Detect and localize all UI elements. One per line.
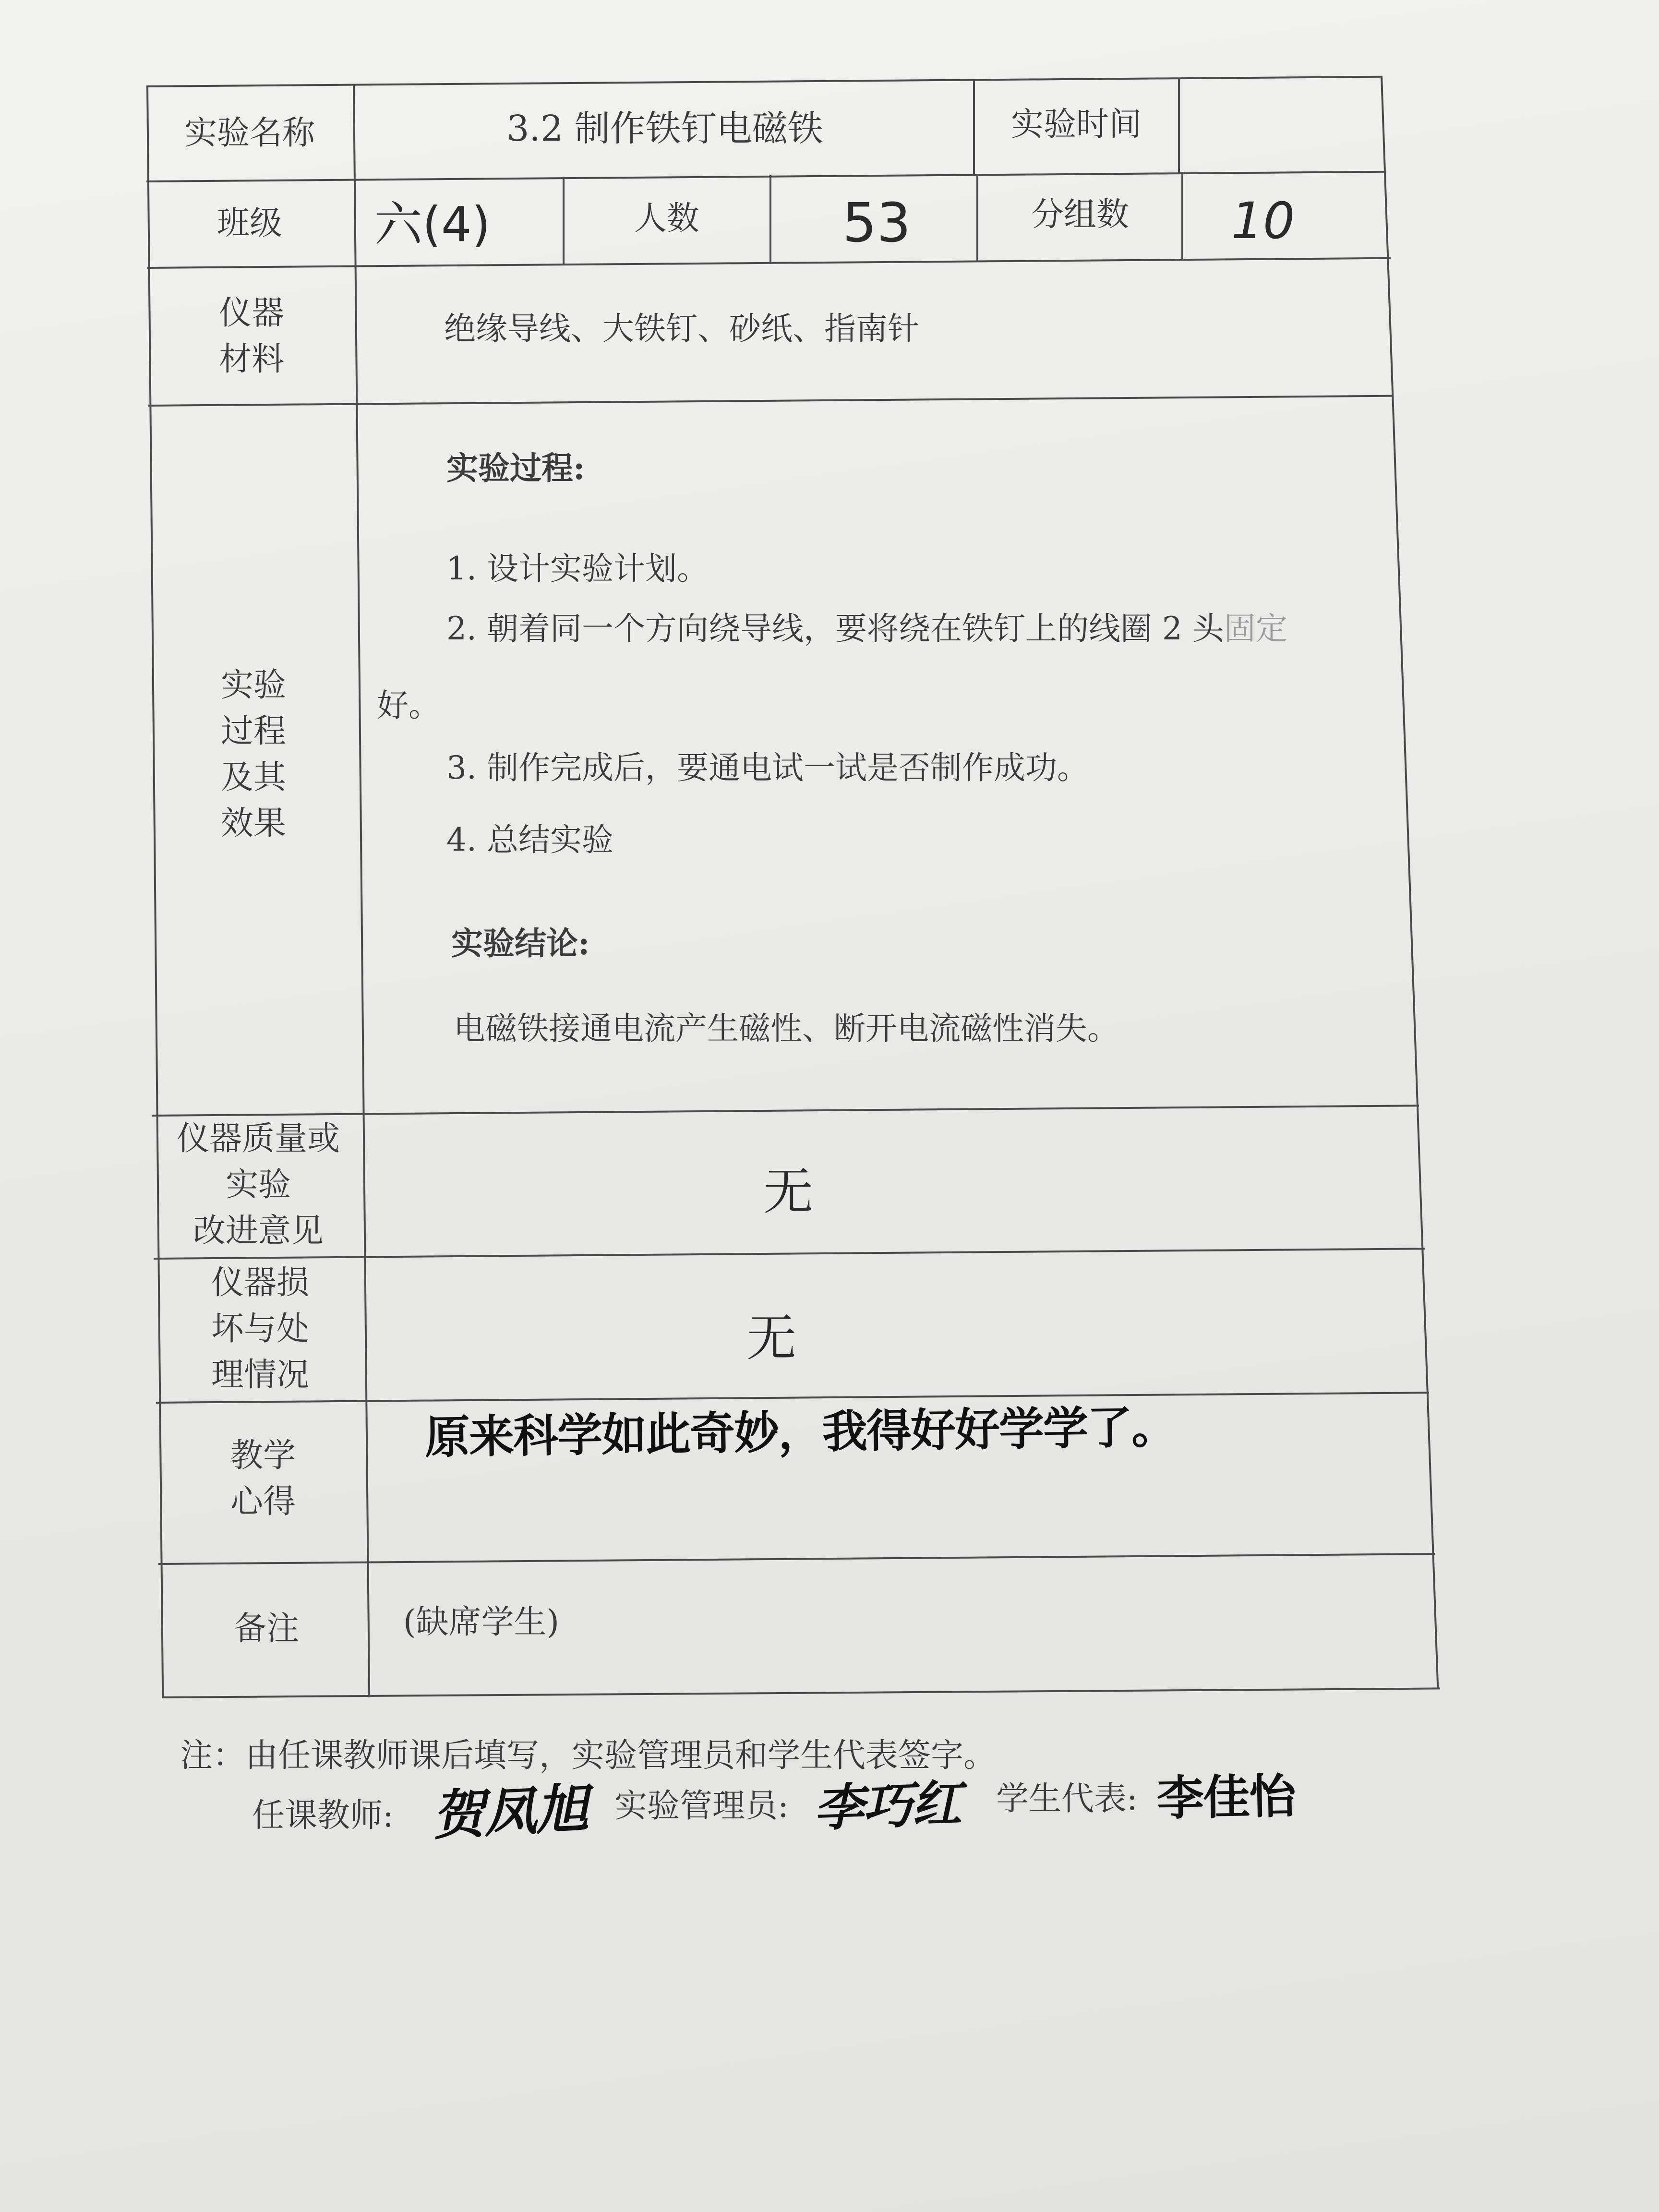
admin-signature: 李巧红 bbox=[812, 1774, 962, 1838]
remarks-label: 备注 bbox=[233, 1610, 299, 1647]
row-line-3 bbox=[148, 395, 1394, 407]
process-step-2 bbox=[446, 607, 1287, 650]
student-rep-signature: 李佳怡 bbox=[1156, 1769, 1296, 1827]
group-count-label: 分组数 bbox=[1031, 196, 1129, 234]
row-line-2 bbox=[147, 257, 1391, 269]
class-label: 班级 bbox=[216, 204, 282, 242]
row-line-1 bbox=[146, 171, 1386, 182]
teaching-reflection-label: 教学 心得 bbox=[230, 1437, 296, 1521]
teaching-reflection-value: 原来科学如此奇妙，我得好好学学了。 bbox=[424, 1401, 1176, 1464]
row-line-4 bbox=[152, 1105, 1419, 1117]
process-step-2-cont: 好。 bbox=[377, 687, 440, 724]
process-step-1: 1. 设计实验计划。 bbox=[446, 550, 709, 587]
student-count-value: 53 bbox=[842, 192, 911, 254]
student-rep-label: 学生代表: bbox=[996, 1780, 1138, 1818]
row-line-top bbox=[146, 76, 1382, 87]
experiment-time-label: 实验时间 bbox=[1010, 106, 1142, 144]
col-line-r2-b bbox=[769, 175, 771, 263]
materials-value: 绝缘导线、大铁钉、砂纸、指南针 bbox=[444, 310, 919, 347]
col-line-r2-d bbox=[1181, 172, 1183, 259]
group-count-value: 10 bbox=[1231, 192, 1295, 250]
admin-label: 实验管理员: bbox=[614, 1787, 789, 1825]
class-value: 六(4) bbox=[374, 196, 491, 252]
col-line-r1-a bbox=[973, 80, 975, 176]
process-step-4: 4. 总结实验 bbox=[446, 821, 613, 858]
experiment-name-label: 实验名称 bbox=[184, 114, 315, 152]
teacher-label: 任课教师: bbox=[252, 1797, 394, 1835]
col-line-r1-b bbox=[1178, 78, 1180, 174]
process-step-2-faded: 固定 bbox=[1224, 610, 1287, 647]
conclusion-text: 电磁铁接通电流产生磁性、断开电流磁性消失。 bbox=[454, 1010, 1119, 1047]
damage-label: 仪器损 坏与处 理情况 bbox=[211, 1264, 309, 1394]
footer-note: 注：由任课教师课后填写，实验管理员和学生代表签字。 bbox=[180, 1737, 997, 1775]
process-label: 实验 过程 及其 效果 bbox=[220, 666, 286, 842]
process-step-2-main: 2. 朝着同一个方向绕导线，要将绕在铁钉上的线圈 2 头 bbox=[446, 610, 1224, 647]
col-line-right bbox=[1381, 76, 1439, 1688]
remarks-value: (缺席学生) bbox=[403, 1603, 560, 1641]
process-heading: 实验过程: bbox=[446, 449, 585, 487]
col-line-r2-c bbox=[976, 174, 978, 261]
col-line-r2-a bbox=[563, 177, 565, 264]
conclusion-heading: 实验结论: bbox=[451, 925, 590, 962]
teacher-signature: 贺凤旭 bbox=[430, 1777, 589, 1847]
experiment-name-value: 3.2 制作铁钉电磁铁 bbox=[506, 108, 823, 149]
quality-value: 无 bbox=[763, 1162, 814, 1221]
process-step-3: 3. 制作完成后，要通电试一试是否制作成功。 bbox=[446, 749, 1089, 786]
row-line-7 bbox=[158, 1553, 1435, 1565]
materials-label: 仪器 材料 bbox=[218, 294, 284, 378]
student-count-label: 人数 bbox=[634, 200, 699, 238]
damage-value: 无 bbox=[746, 1309, 797, 1367]
row-line-bottom bbox=[162, 1687, 1440, 1698]
quality-label: 仪器质量或 实验 改进意见 bbox=[176, 1120, 340, 1250]
